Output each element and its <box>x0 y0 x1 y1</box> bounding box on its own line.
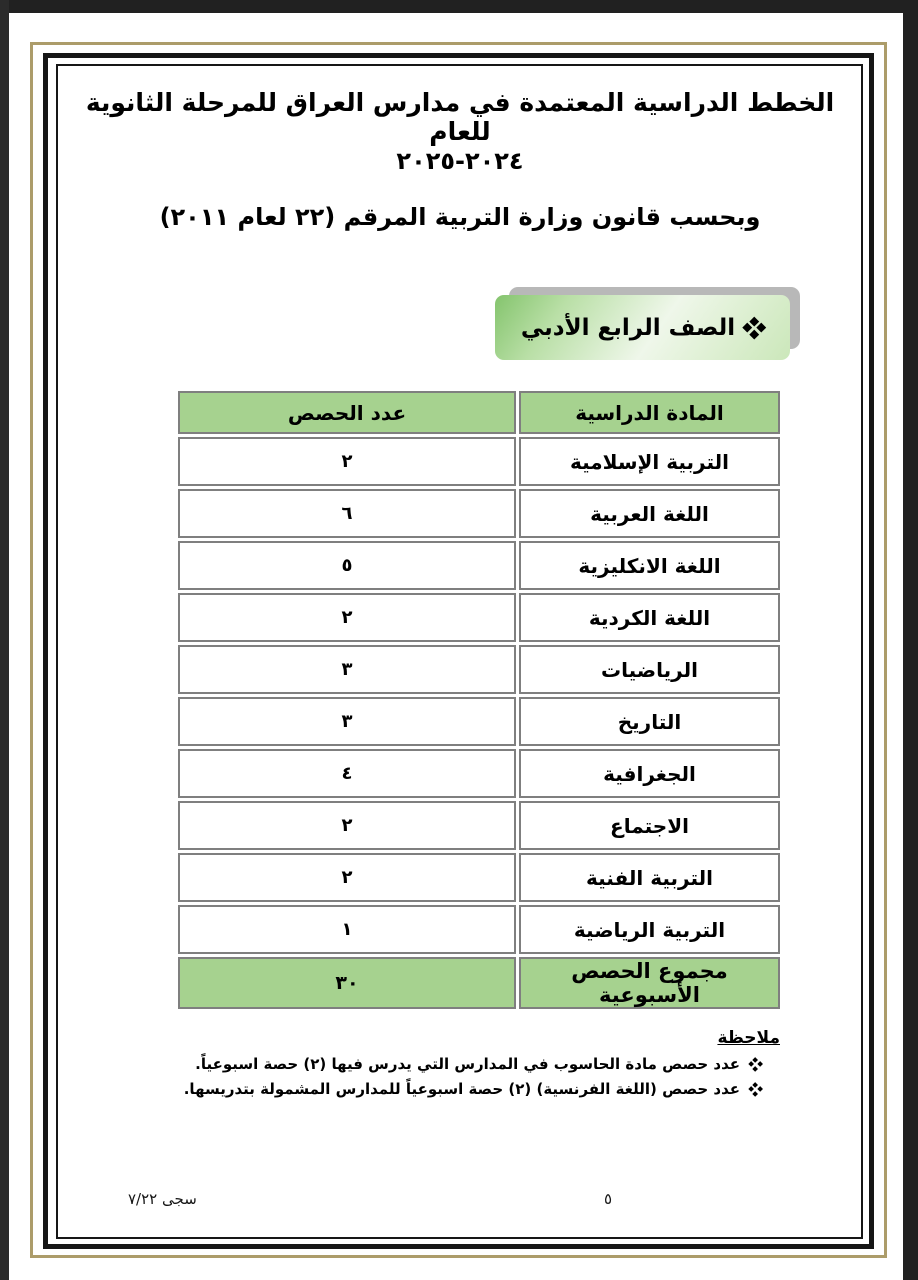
table-row <box>178 437 780 486</box>
note-text: عدد حصص (اللغة الفرنسية) (٢) حصة اسبوعياً للمدارس المشمولة بتدريسها. <box>183 1080 740 1098</box>
photo-edge-top <box>0 0 918 13</box>
photo-edge-left <box>0 0 9 1280</box>
academic-year: ٢٠٢٤-٢٠٢٥ <box>396 147 524 175</box>
table-row <box>178 801 780 850</box>
table-row <box>178 593 780 642</box>
total-label-cell: مجموع الحصص الأسبوعية <box>519 957 780 1009</box>
table-row <box>178 853 780 902</box>
table-row <box>178 645 780 694</box>
note-item <box>160 1077 780 1102</box>
subject-cell: التربية الإسلامية <box>519 437 780 486</box>
notes-section <box>160 1028 780 1102</box>
count-cell: ٢ <box>178 853 516 902</box>
subject-cell: التربية الرياضية <box>519 905 780 954</box>
table-row <box>178 541 780 590</box>
table-row <box>178 489 780 538</box>
count-cell: ٣ <box>178 645 516 694</box>
table-row <box>178 905 780 954</box>
subject-cell: التاريخ <box>519 697 780 746</box>
subject-header-cell: المادة الدراسية <box>519 391 780 434</box>
count-header-cell: عدد الحصص <box>178 391 516 434</box>
diamond-bullet-icon <box>749 1058 762 1071</box>
diamond-bullet-icon <box>749 1083 762 1096</box>
subjects-table <box>175 388 783 1012</box>
diamond-bullet-icon <box>744 318 764 338</box>
note-item <box>160 1052 780 1077</box>
note-text: عدد حصص مادة الحاسوب في المدارس التي يدرس فيها (٢) حصة اسبوعياً. <box>195 1055 740 1073</box>
count-cell: ٥ <box>178 541 516 590</box>
notes-heading: ملاحظة <box>717 1028 780 1048</box>
count-cell: ١ <box>178 905 516 954</box>
subject-cell: الجغرافية <box>519 749 780 798</box>
subject-cell: اللغة الانكليزية <box>519 541 780 590</box>
total-count-cell: ٣٠ <box>178 957 516 1009</box>
page-number: ٥ <box>604 1190 613 1208</box>
subject-cell: الرياضيات <box>519 645 780 694</box>
count-cell: ٢ <box>178 801 516 850</box>
footer-typist: سجى ٧/٢٢ <box>128 1190 197 1208</box>
subject-cell: اللغة العربية <box>519 489 780 538</box>
subject-cell: الاجتماع <box>519 801 780 850</box>
count-cell: ٦ <box>178 489 516 538</box>
table-row <box>178 749 780 798</box>
law-reference: وبحسب قانون وزارة التربية المرقم (٢٢ لعام ٢٠١١) <box>159 203 761 231</box>
count-cell: ٤ <box>178 749 516 798</box>
subject-cell: اللغة الكردية <box>519 593 780 642</box>
section-heading-label: الصف الرابع الأدبي <box>520 314 736 341</box>
section-heading-box <box>495 287 803 363</box>
table-row <box>178 697 780 746</box>
table-total-row <box>178 957 780 1009</box>
section-heading <box>495 295 790 360</box>
count-cell: ٢ <box>178 437 516 486</box>
photo-edge-right <box>903 0 918 1280</box>
table-header-row <box>178 391 780 434</box>
subject-cell: التربية الفنية <box>519 853 780 902</box>
count-cell: ٢ <box>178 593 516 642</box>
document-title: الخطط الدراسية المعتمدة في مدارس العراق للمرحلة الثانوية للعام <box>85 88 835 146</box>
count-cell: ٣ <box>178 697 516 746</box>
